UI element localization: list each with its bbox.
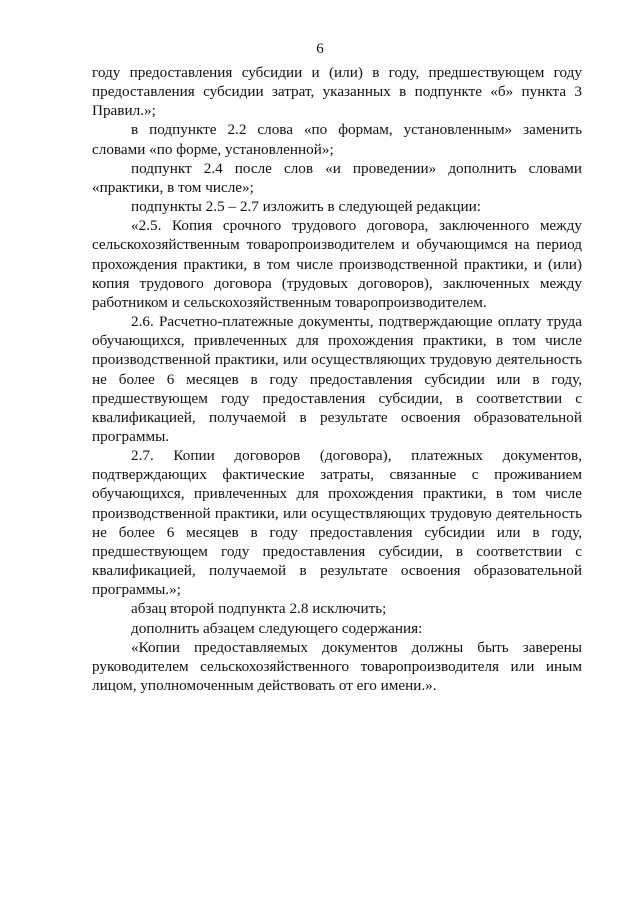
paragraph-2-7: 2.7. Копии договоров (договора), платежных документов, подтверждающих фактические затраты, связанные с проживанием обучающихся, привлеченных для прохождения практики, в том числе производственной практики, или осуществляющих трудовую деятельность не более 6 месяцев в году предоставления субсидии или в году, предшествующем году предоставления субсидии, в соответствии с квалификацией, получаемой в результате освоения образовательной программы.»; (92, 447, 582, 599)
document-body (92, 63, 582, 695)
paragraph-subpoint-2-4: подпункт 2.4 после слов «и проведении» дополнить словами «практики, в том числе»; (92, 159, 582, 196)
page-number: 6 (316, 41, 324, 57)
paragraph-2-8-delete: абзац второй подпункта 2.8 исключить; (131, 600, 387, 618)
paragraph-subpoint-2-2: в подпункте 2.2 слова «по формам, установленным» заменить словами «по форме, установленной»; (92, 121, 582, 158)
paragraph-continuation: году предоставления субсидии и (или) в году, предшествующем году предоставления субсидии затрат, указанных в подпункте «б» пункта 3 Правил.»; (92, 64, 582, 120)
paragraph-2-6: 2.6. Расчетно-платежные документы, подтверждающие оплату труда обучающихся, привлеченных для прохождения практики, в том числе производственной практики, или осуществляющих трудовую деятельность не более 6 месяцев в году предоставления субсидии или в году, предшествующем году предоставления субсидии, в соответствии с квалификацией, получаемой в результате освоения образовательной программы. (92, 313, 582, 445)
paragraph-add-intro: дополнить абзацем следующего содержания: (131, 619, 423, 637)
paragraph-subpoints-intro: подпункты 2.5 – 2.7 изложить в следующей редакции: (131, 198, 481, 216)
paragraph-added-text: «Копии предоставляемых документов должны быть заверены руководителем сельскохозяйственного товаропроизводителя или иным лицом, уполномоченным действовать от его имени.». (92, 638, 582, 694)
paragraph-2-5: «2.5. Копия срочного трудового договора, заключенного между сельскохозяйственным товаропроизводителем и обучающимся на период прохождения практики, в том числе производственной практики, и (или) копия трудового договора (трудовых договоров), заключенных между работником и сельскохозяйственным товаропроизводителем. (92, 217, 582, 311)
